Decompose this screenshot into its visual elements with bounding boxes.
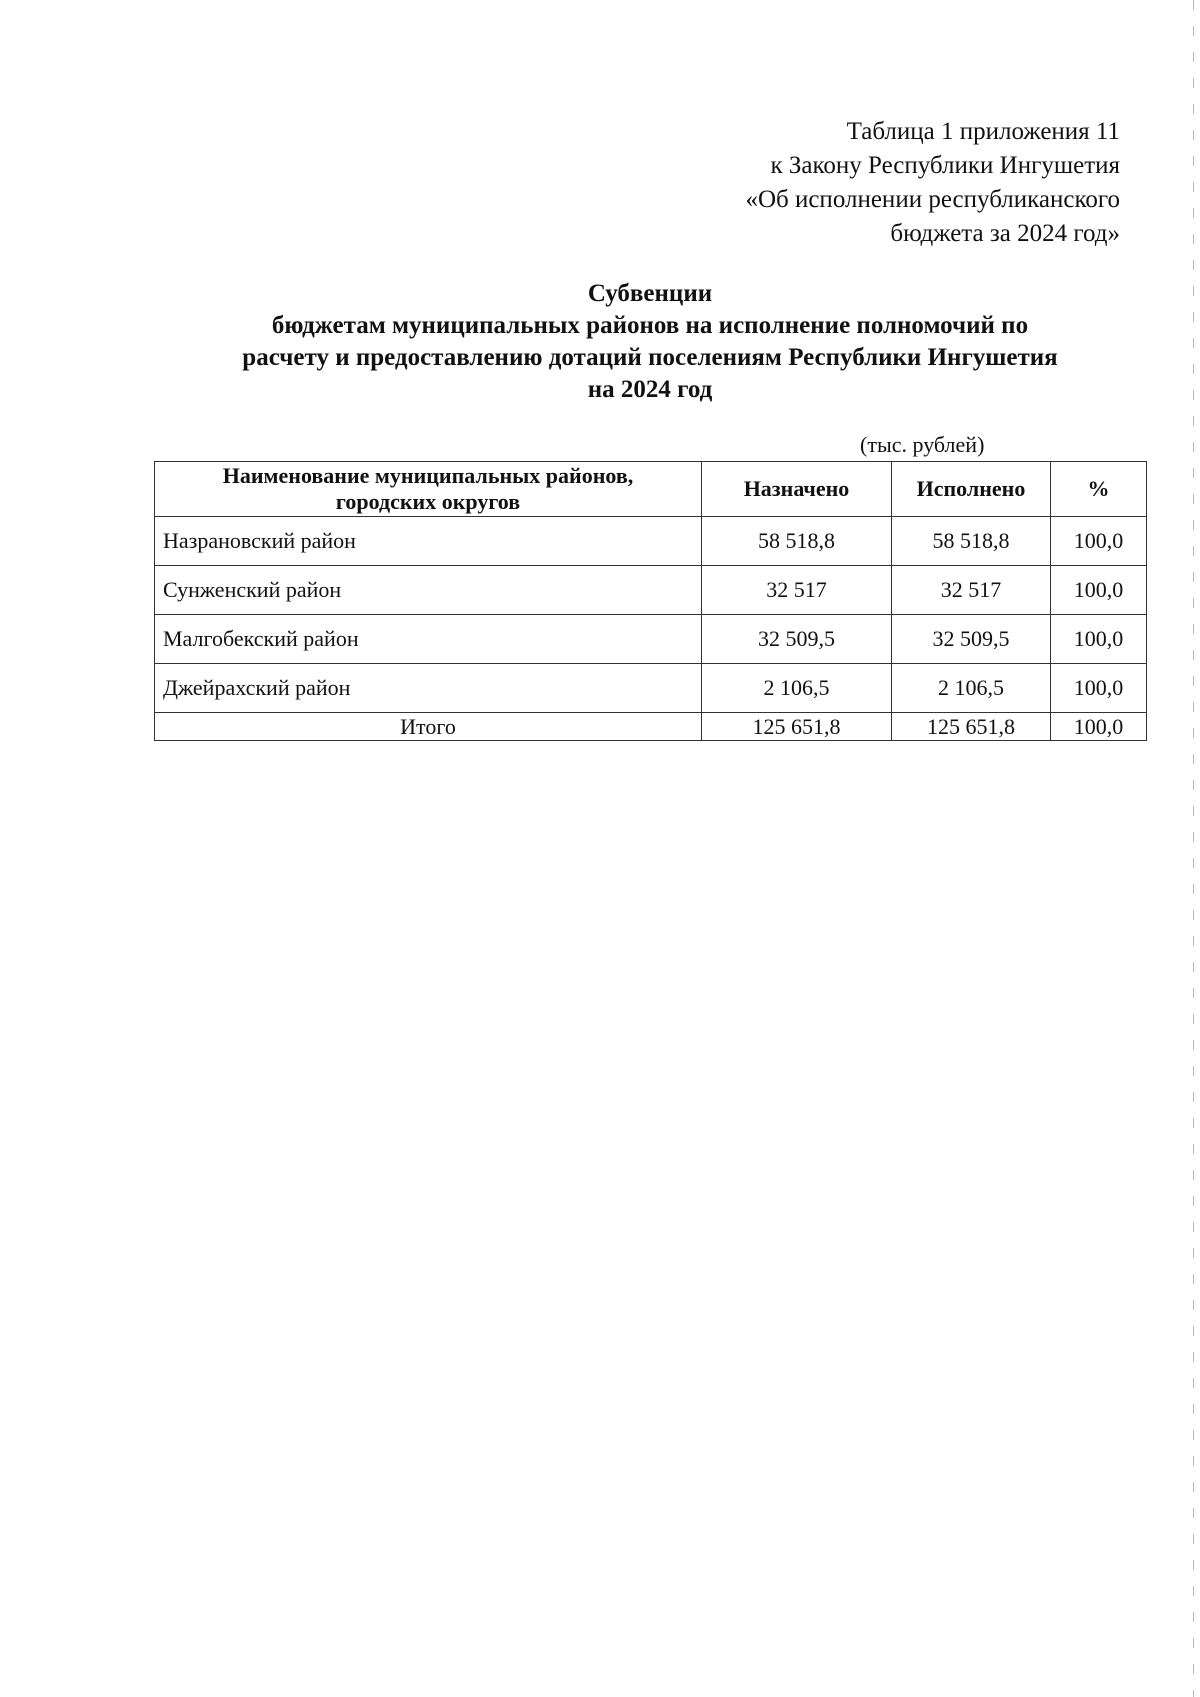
executed-value: 32 517 bbox=[892, 566, 1051, 615]
district-name: Малгобекский район bbox=[155, 615, 702, 664]
percent-value: 100,0 bbox=[1051, 664, 1147, 713]
assigned-value: 32 517 bbox=[702, 566, 892, 615]
percent-value: 100,0 bbox=[1051, 615, 1147, 664]
total-row bbox=[155, 713, 1147, 741]
approval-line: «Об исполнении республиканского bbox=[745, 186, 1120, 213]
table-row bbox=[155, 517, 1147, 566]
table-header-row bbox=[155, 462, 1147, 517]
total-label: Итого bbox=[155, 713, 702, 741]
approval-line: Таблица 1 приложения 11 bbox=[846, 118, 1120, 145]
percent-value: 100,0 bbox=[1051, 566, 1147, 615]
header-name-line1: Наименование муниципальных районов, bbox=[222, 463, 634, 488]
total-executed: 125 651,8 bbox=[892, 713, 1051, 741]
units-label: (тыс. рублей) bbox=[860, 432, 985, 457]
approval-line: бюджета за 2024 год» bbox=[890, 220, 1120, 247]
table-row bbox=[155, 664, 1147, 713]
header-percent: % bbox=[1051, 462, 1147, 517]
header-name bbox=[155, 462, 702, 517]
table-row bbox=[155, 566, 1147, 615]
executed-value: 2 106,5 bbox=[892, 664, 1051, 713]
header-assigned: Назначено bbox=[702, 462, 892, 517]
header-name-line2: городских округов bbox=[335, 489, 521, 514]
total-percent: 100,0 bbox=[1051, 713, 1147, 741]
executed-value: 58 518,8 bbox=[892, 517, 1051, 566]
scan-edge-artifact bbox=[1193, 0, 1194, 1697]
district-name: Назрановский район bbox=[155, 517, 702, 566]
title-line: на 2024 год bbox=[587, 376, 713, 403]
table-row bbox=[155, 615, 1147, 664]
percent-value: 100,0 bbox=[1051, 517, 1147, 566]
document-title bbox=[150, 278, 1150, 406]
title-line: Субвенции bbox=[587, 280, 713, 307]
assigned-value: 32 509,5 bbox=[702, 615, 892, 664]
title-line: расчету и предоставлению дотаций поселениям Республики Ингушетия bbox=[242, 344, 1058, 371]
approval-block bbox=[640, 115, 1120, 251]
assigned-value: 2 106,5 bbox=[702, 664, 892, 713]
total-assigned: 125 651,8 bbox=[702, 713, 892, 741]
executed-value: 32 509,5 bbox=[892, 615, 1051, 664]
header-executed: Исполнено bbox=[892, 462, 1051, 517]
title-line: бюджетам муниципальных районов на исполнение полномочий по bbox=[271, 312, 1029, 339]
subventions-table bbox=[154, 461, 1147, 741]
assigned-value: 58 518,8 bbox=[702, 517, 892, 566]
approval-line: к Закону Республики Ингушетия bbox=[770, 152, 1120, 179]
district-name: Джейрахский район bbox=[155, 664, 702, 713]
district-name: Сунженский район bbox=[155, 566, 702, 615]
